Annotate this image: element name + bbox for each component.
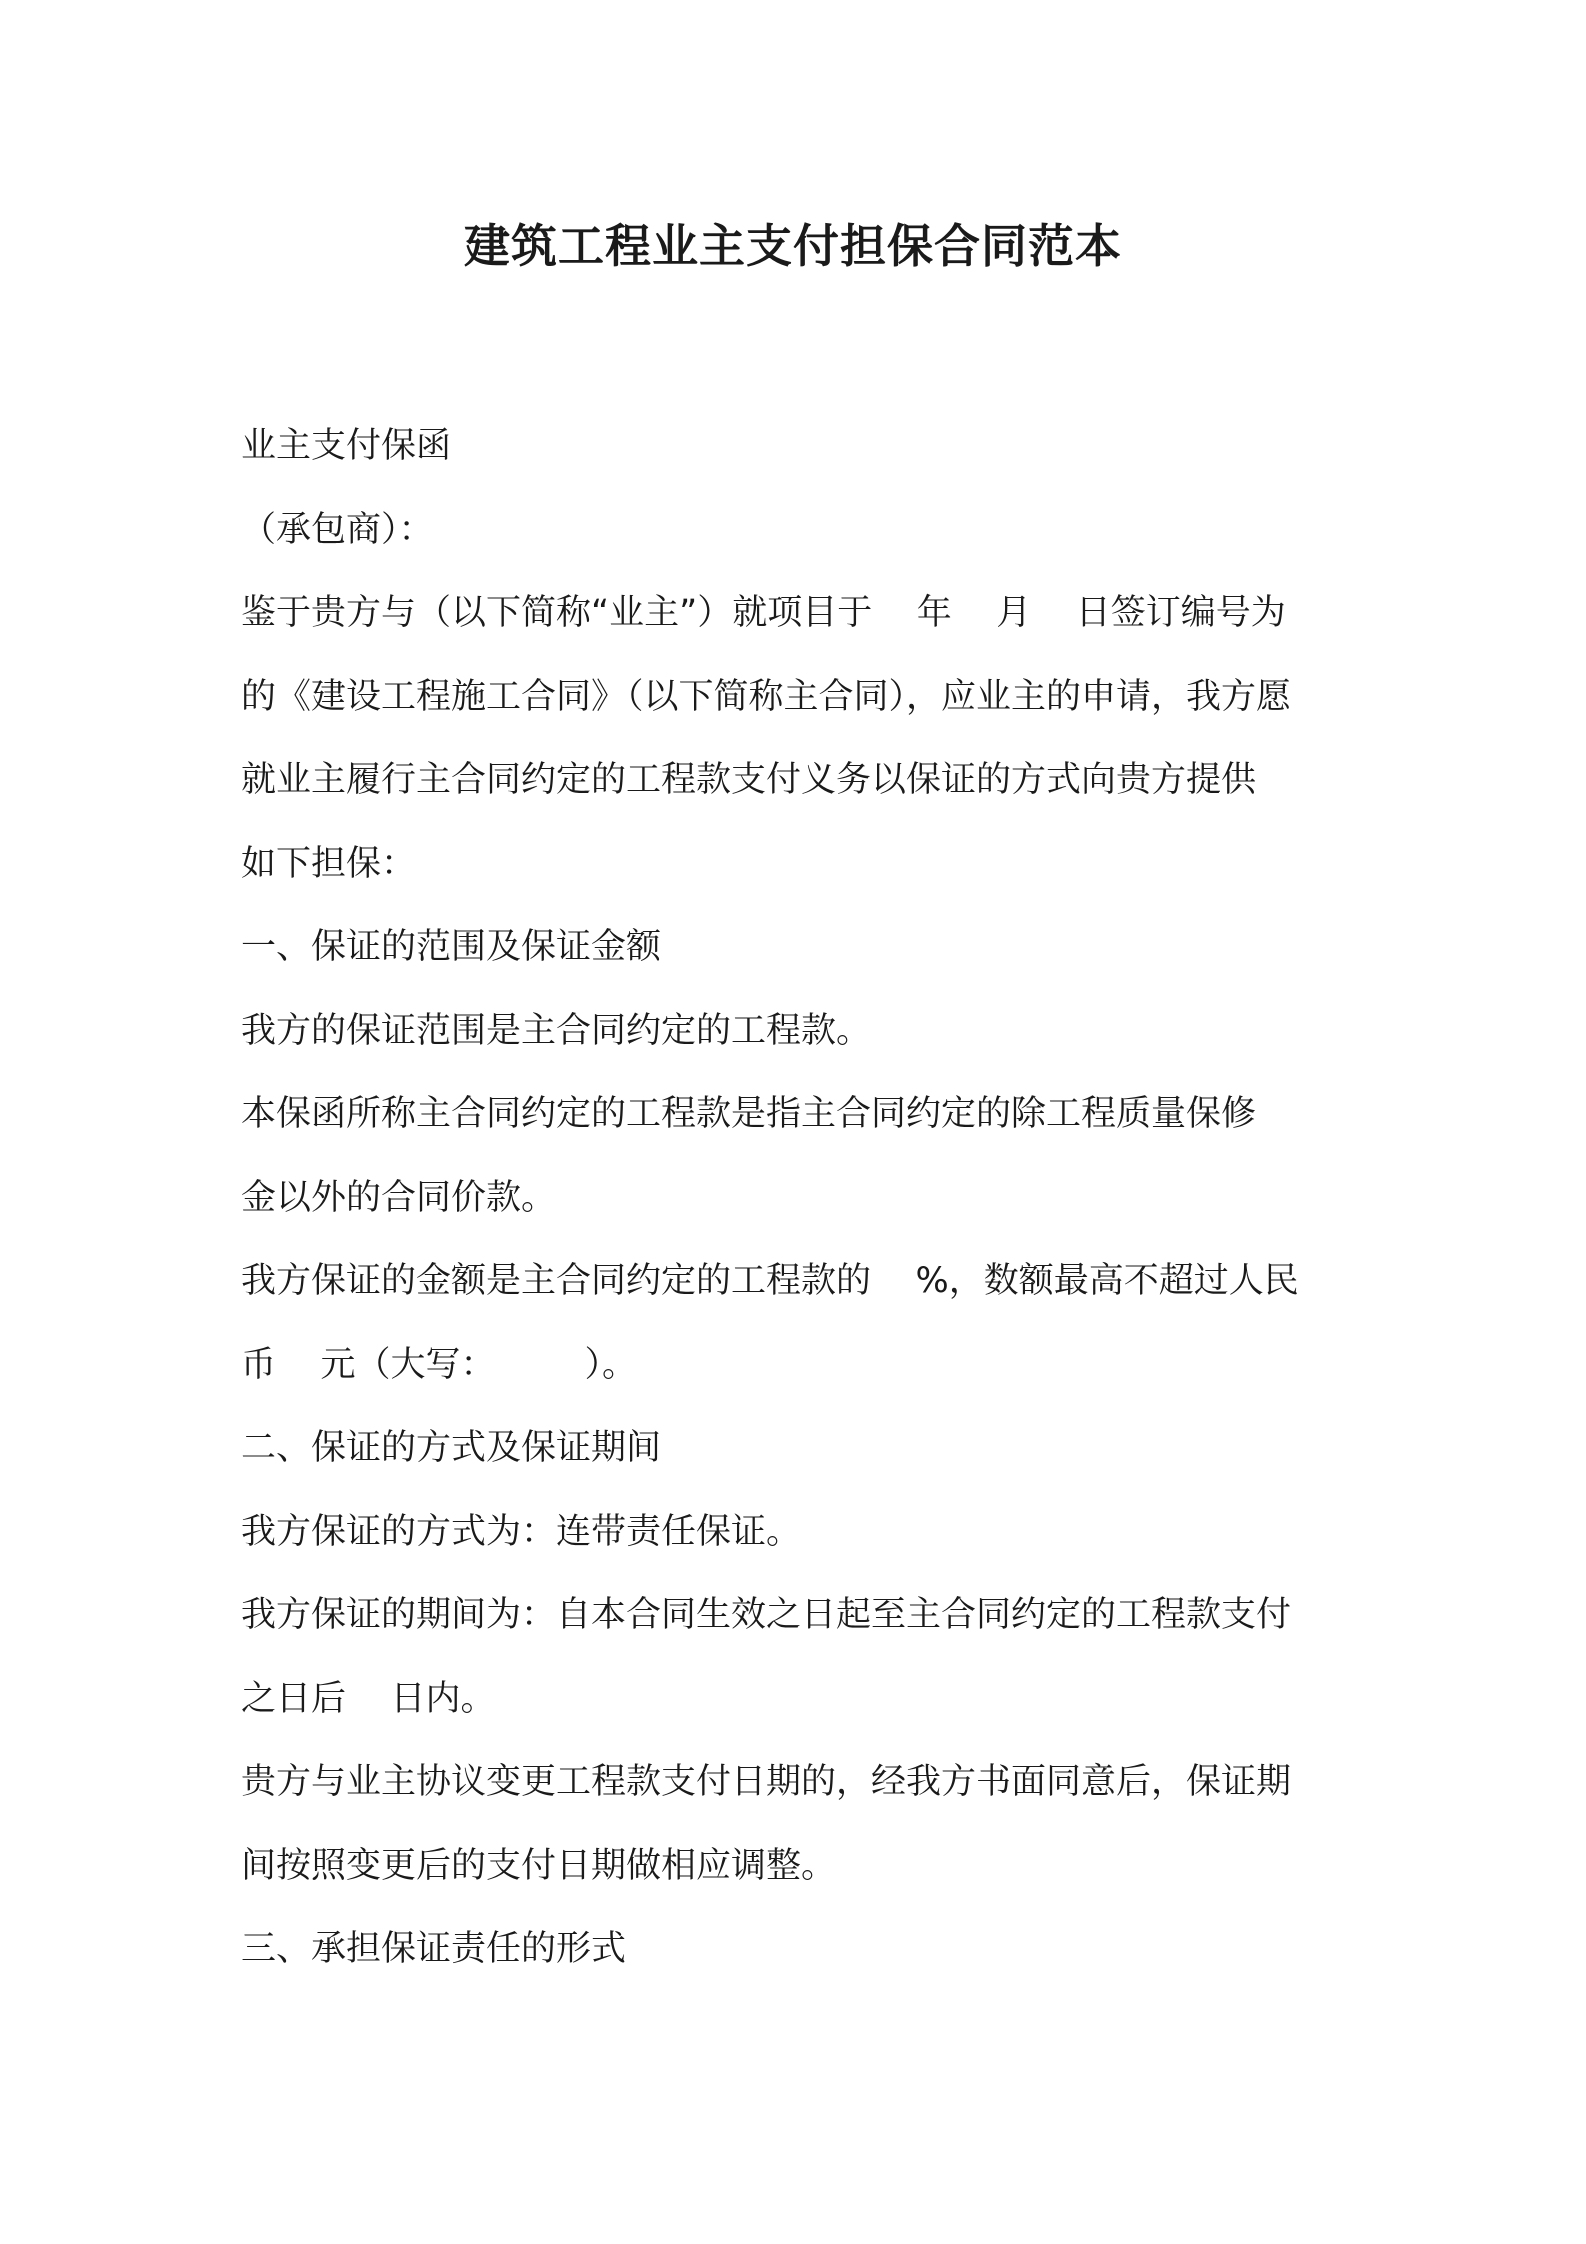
paragraph-line: 的《建设工程施工合同》（以下简称主合同），应业主的申请，我方愿 [241, 676, 1292, 717]
paragraph-line: 金以外的合同价款。 [241, 1177, 557, 1218]
section-heading-method-period: 二、保证的方式及保证期间 [241, 1428, 662, 1468]
paragraph-line: 我方保证的方式为：连带责任保证。 [241, 1511, 802, 1552]
paragraph-line: 我方的保证范围是主合同约定的工程款。 [241, 1010, 872, 1051]
paragraph-line: 我方保证的期间为：自本合同生效之日起至主合同约定的工程款支付 [241, 1595, 1292, 1635]
section-heading-scope-amount: 一、保证的范围及保证金额 [241, 927, 662, 967]
section-heading-guarantee-letter: 业主支付保函 [241, 426, 452, 466]
paragraph-line: 币 元（大写： ）。 [241, 1344, 638, 1385]
paragraph-line: 鉴于贵方与（以下简称“业主”）就项目于 年 月 日签订编号为 [241, 593, 1286, 633]
section-heading-liability-form: 三、承担保证责任的形式 [241, 1929, 627, 1969]
paragraph-line: 之日后 日内。 [241, 1678, 496, 1719]
paragraph-line: 间按照变更后的支付日期做相应调整。 [241, 1845, 837, 1886]
paragraph-line: 贵方与业主协议变更工程款支付日期的，经我方书面同意后，保证期 [241, 1762, 1292, 1802]
paragraph-line: 如下担保： [241, 843, 417, 884]
addressee-line: （承包商）： [241, 509, 434, 550]
document-body [241, 405, 1361, 1992]
document-title: 建筑工程业主支付担保合同范本 [464, 219, 1122, 273]
paragraph-line: 就业主履行主合同约定的工程款支付义务以保证的方式向贵方提供 [241, 760, 1257, 800]
paragraph-line: 我方保证的金额是主合同约定的工程款的 %，数额最高不超过人民 [241, 1261, 1299, 1301]
paragraph-line: 本保函所称主合同约定的工程款是指主合同约定的除工程质量保修 [241, 1094, 1257, 1134]
